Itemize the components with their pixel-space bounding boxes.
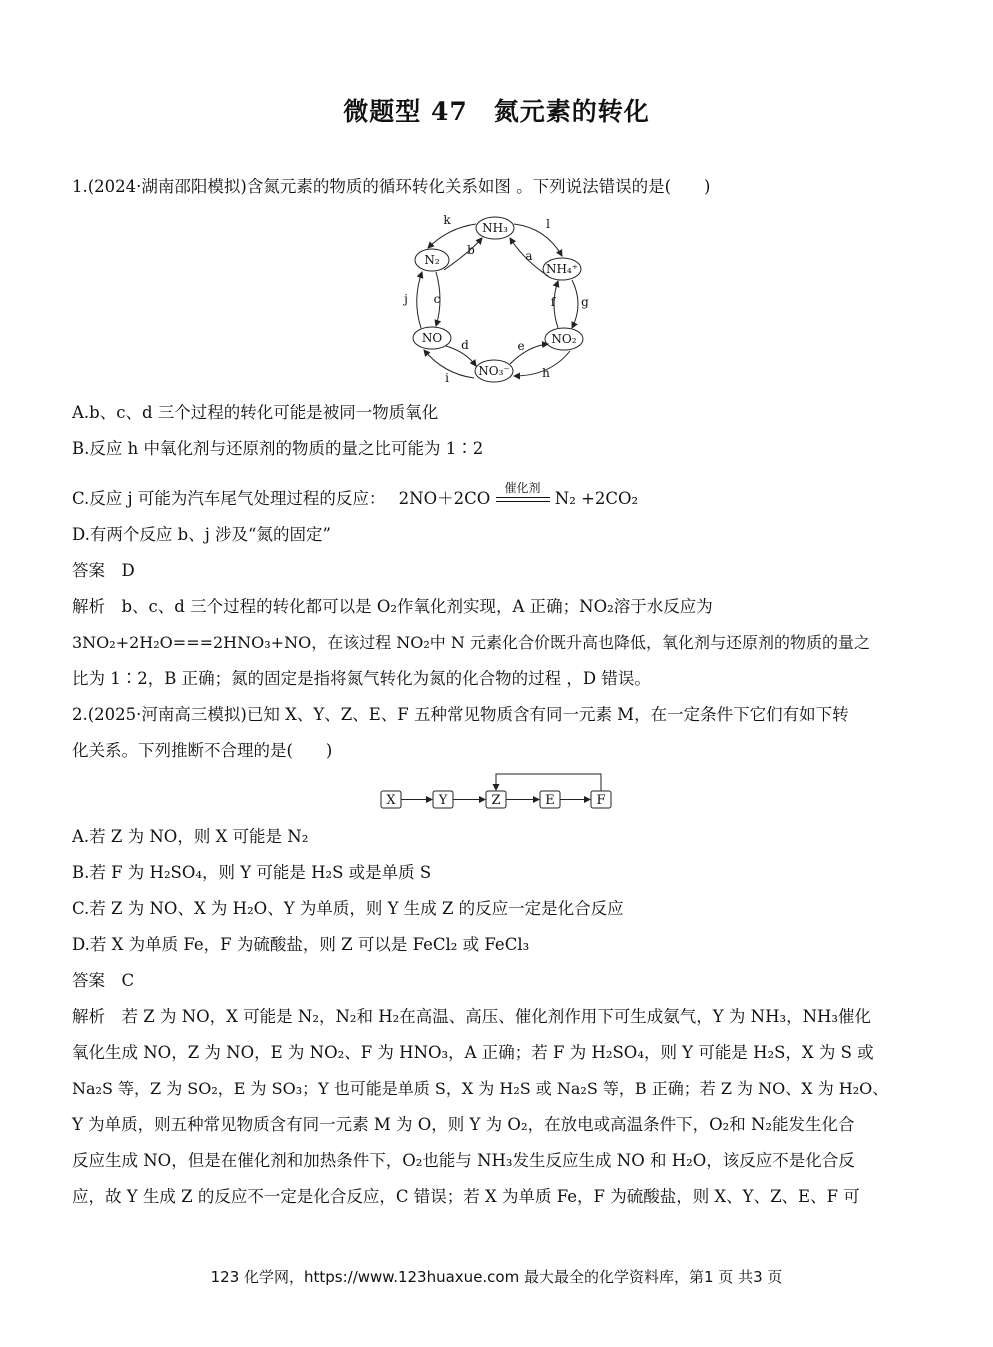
node-no2-label: NO₂ [551, 332, 577, 346]
q2-analysis-line-5: 反应生成 NO，但是在催化剂和加热条件下，O₂也能与 NH₃发生反应生成 NO 和 H₂O，该反应不是化合反 [72, 1151, 855, 1170]
q1-analysis-line-2: 3NO₂+2H₂O===2HNO₃+NO，在该过程 NO₂中 N 元素化合价既升高也降低，氧化剂与还原剂的物质的量之 [72, 633, 870, 652]
node-no3-label: NO₃⁻ [478, 364, 510, 378]
edge-label-d: d [461, 338, 469, 352]
box-z-label: Z [491, 793, 501, 808]
q2-analysis-line-2: 氧化生成 NO，Z 为 NO，E 为 NO₂、F 为 HNO₃，A 正确；若 F 为 H₂SO₄，则 Y 可能是 H₂S，X 为 S 或 [72, 1043, 874, 1062]
edge-label-k: k [443, 213, 451, 227]
box-y-label: Y [438, 793, 448, 808]
arrow-f-z [496, 774, 601, 791]
q1-analysis-line-3: 比为 1∶2，B 正确；氮的固定是指将氮气转化为氮的化合物的过程 ，D 错误。 [72, 669, 651, 688]
q1-option-c-equation [398, 480, 639, 510]
edge-j [417, 272, 422, 328]
edge-g [572, 280, 578, 328]
q2-stem-line-2: 化关系。下列推断不合理的是( ) [72, 741, 333, 760]
catalyst-label: 催化剂 [504, 480, 541, 495]
q2-stem-line-1: 2.(2025·河南高三模拟)已知 X、Y、Z、E、F 五种常见物质含有同一元素 M，在一定条件下它们有如下转 [72, 705, 849, 724]
q1-option-b: B.反应 h 中氧化剂与还原剂的物质的量之比可能为 1∶2 [72, 439, 484, 458]
q2-option-a: A.若 Z 为 NO，则 X 可能是 N₂ [72, 827, 309, 846]
q2-option-b: B.若 F 为 H₂SO₄，则 Y 可能是 H₂S 或是单质 S [72, 863, 432, 882]
edge-label-h: h [542, 366, 550, 380]
page-footer: 123 化学网，https://www.123huaxue.com 最大最全的化学资料库，第1 页 共3 页 [210, 1268, 783, 1286]
edge-e [510, 344, 548, 364]
equation-arrow [496, 480, 550, 507]
edge-label-e: e [517, 339, 525, 353]
q1-analysis-line-1: 解析 b、c、d 三个过程的转化都可以是 O₂作氧化剂实现，A 正确；NO₂溶于水反应为 [72, 597, 713, 616]
node-n2-label: N₂ [424, 253, 440, 267]
edge-label-f: f [550, 295, 556, 309]
nitrogen-cycle-diagram [400, 208, 600, 388]
edge-label-l: l [546, 217, 550, 231]
q1-stem: 1.(2024·湖南邵阳模拟)含氮元素的物质的循环转化关系如图 。下列说法错误的是( ) [72, 177, 711, 196]
q1-option-c [72, 480, 922, 510]
q2-answer: 答案 C [72, 971, 135, 990]
equation-left: 2NO＋2CO [398, 489, 491, 508]
q1-option-d: D.有两个反应 b、j 涉及“氮的固定” [72, 525, 331, 544]
q2-analysis-line-1: 解析 若 Z 为 NO，X 可能是 N₂，N₂和 H₂在高温、高压、催化剂作用下可生成氨气，Y 为 NH₃，NH₃催化 [72, 1007, 872, 1026]
edge-l [514, 224, 562, 256]
equation-equals-bottom [496, 501, 550, 502]
box-e-label: E [545, 793, 555, 808]
xyzef-chain-diagram [378, 770, 618, 812]
edge-label-c: c [433, 292, 441, 306]
node-nh3-label: NH₃ [482, 221, 508, 235]
equation-equals-top [496, 497, 550, 498]
edge-label-i: i [445, 371, 449, 385]
edge-label-j: j [404, 292, 408, 306]
edge-label-g: g [581, 295, 589, 309]
edge-label-a: a [525, 249, 533, 263]
page-title: 微题型 47 氮元素的转化 [343, 97, 650, 126]
q1-option-a: A.b、c、d 三个过程的转化可能是被同一物质氧化 [72, 403, 439, 422]
edge-b [444, 238, 482, 270]
q1-answer: 答案 D [72, 561, 135, 580]
node-nh4-label: NH₄⁺ [545, 262, 579, 276]
q1-option-c-text: C.反应 j 可能为汽车尾气处理过程的反应： [72, 489, 386, 508]
q2-option-d: D.若 X 为单质 Fe，F 为硫酸盐，则 Z 可以是 FeCl₂ 或 FeCl₃ [72, 935, 530, 954]
edge-label-b: b [467, 243, 475, 257]
q2-analysis-line-6: 应，故 Y 生成 Z 的反应不一定是化合反应，C 错误；若 X 为单质 Fe，F 为硫酸盐，则 X、Y、Z、E、F 可 [72, 1187, 860, 1206]
box-f-label: F [596, 793, 606, 808]
edge-i [424, 350, 474, 378]
node-no-label: NO [421, 331, 443, 345]
equation-right: N₂ +2CO₂ [554, 489, 639, 508]
q2-analysis-line-3: Na₂S 等，Z 为 SO₂，E 为 SO₃；Y 也可能是单质 S，X 为 H₂S 或 Na₂S 等，B 正确；若 Z 为 NO、X 为 H₂O、 [72, 1079, 889, 1098]
box-x-label: X [386, 793, 396, 808]
q2-analysis-line-4: Y 为单质，则五种常见物质含有同一元素 M 为 O，则 Y 为 O₂，在放电或高温条件下，O₂和 N₂能发生化合 [72, 1115, 855, 1134]
q2-option-c: C.若 Z 为 NO、X 为 H₂O、Y 为单质，则 Y 生成 Z 的反应一定是化合反应 [72, 899, 624, 918]
